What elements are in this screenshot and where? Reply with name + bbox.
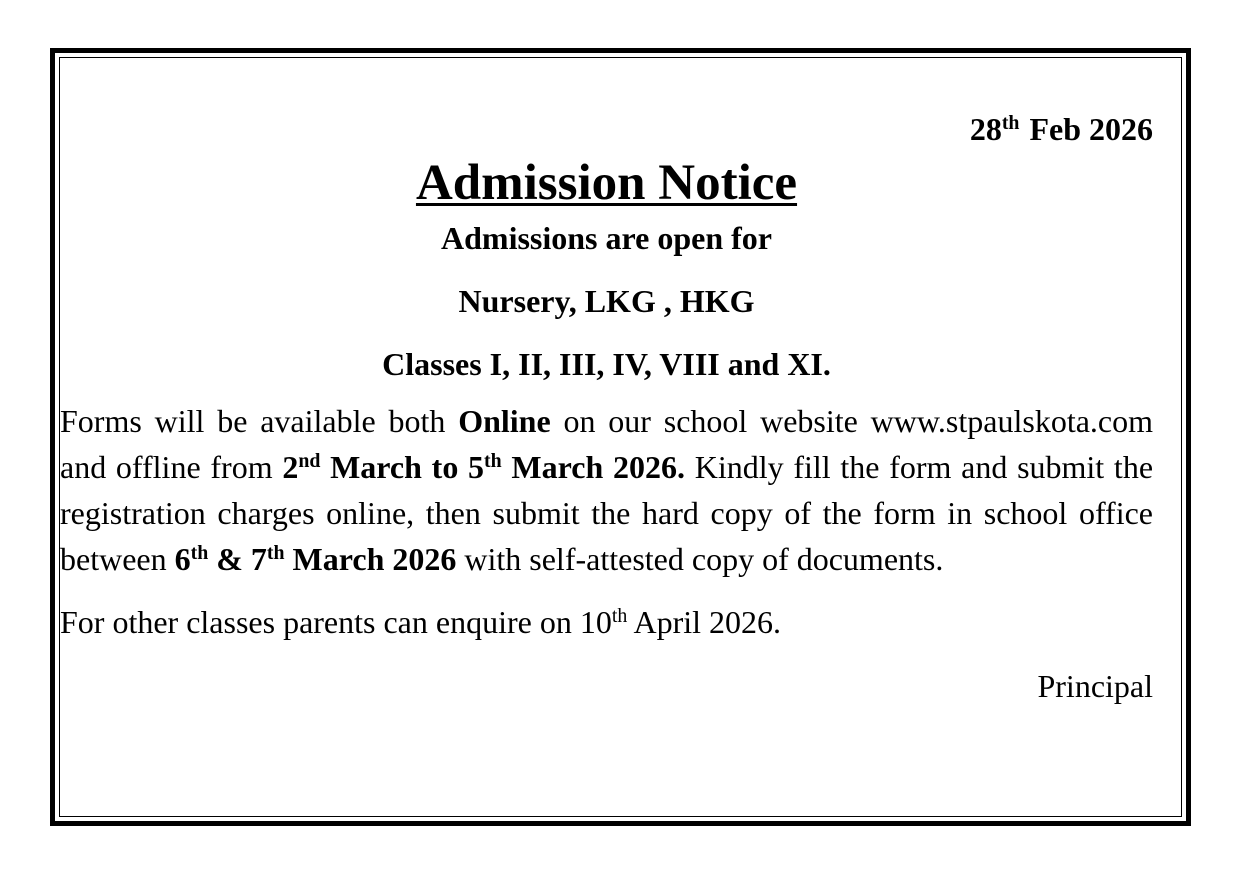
forms-paragraph (60, 398, 1153, 582)
admissions-open-line: Admissions are open for (441, 220, 772, 256)
notice-content (60, 102, 1153, 709)
between-end-suffix: th (266, 542, 285, 565)
para-text-2: on our school website www.stpaulskota.com and offline from (60, 403, 1153, 485)
between-start-suffix: th (190, 542, 209, 565)
range-start-num: 2 (282, 449, 299, 485)
submission-dates-emphasis (175, 541, 457, 577)
between-end: March 2026 (284, 541, 457, 577)
date-range-emphasis (282, 449, 685, 485)
other-text-2: April 2026. (627, 604, 782, 640)
principal-signature: Principal (1037, 668, 1153, 704)
notice-date (60, 102, 1153, 156)
para-text-4: with self-attested copy of documents. (456, 541, 944, 577)
other-text-1: For other classes parents can enquire on 10 (60, 604, 612, 640)
between-start-num: 6 (174, 541, 191, 577)
other-suffix: th (611, 605, 628, 628)
range-start-suffix: nd (298, 450, 321, 473)
range-end: March 2026. (501, 449, 685, 485)
para-text-3: Kindly fill the form and submit the registration charges online, then submit the hard copy of the form in school office between (60, 449, 1154, 577)
other-classes-line (60, 599, 1153, 645)
range-end-suffix: th (484, 450, 502, 473)
online-emphasis: Online (458, 403, 551, 439)
para-text-1: Forms will be available both (60, 403, 459, 439)
date-day-suffix: th (1001, 112, 1020, 135)
between-mid: & 7 (208, 541, 267, 577)
date-day: 28 (969, 111, 1002, 147)
date-month-year: Feb 2026 (1029, 111, 1153, 147)
pre-primary-classes-line: Nursery, LKG , HKG (458, 283, 755, 319)
classes-line: Classes I, II, III, IV, VIII and XI. (382, 346, 831, 382)
notice-title-text: Admission Notice (415, 155, 798, 211)
notice-title (60, 152, 1153, 214)
range-mid: March to 5 (320, 449, 485, 485)
